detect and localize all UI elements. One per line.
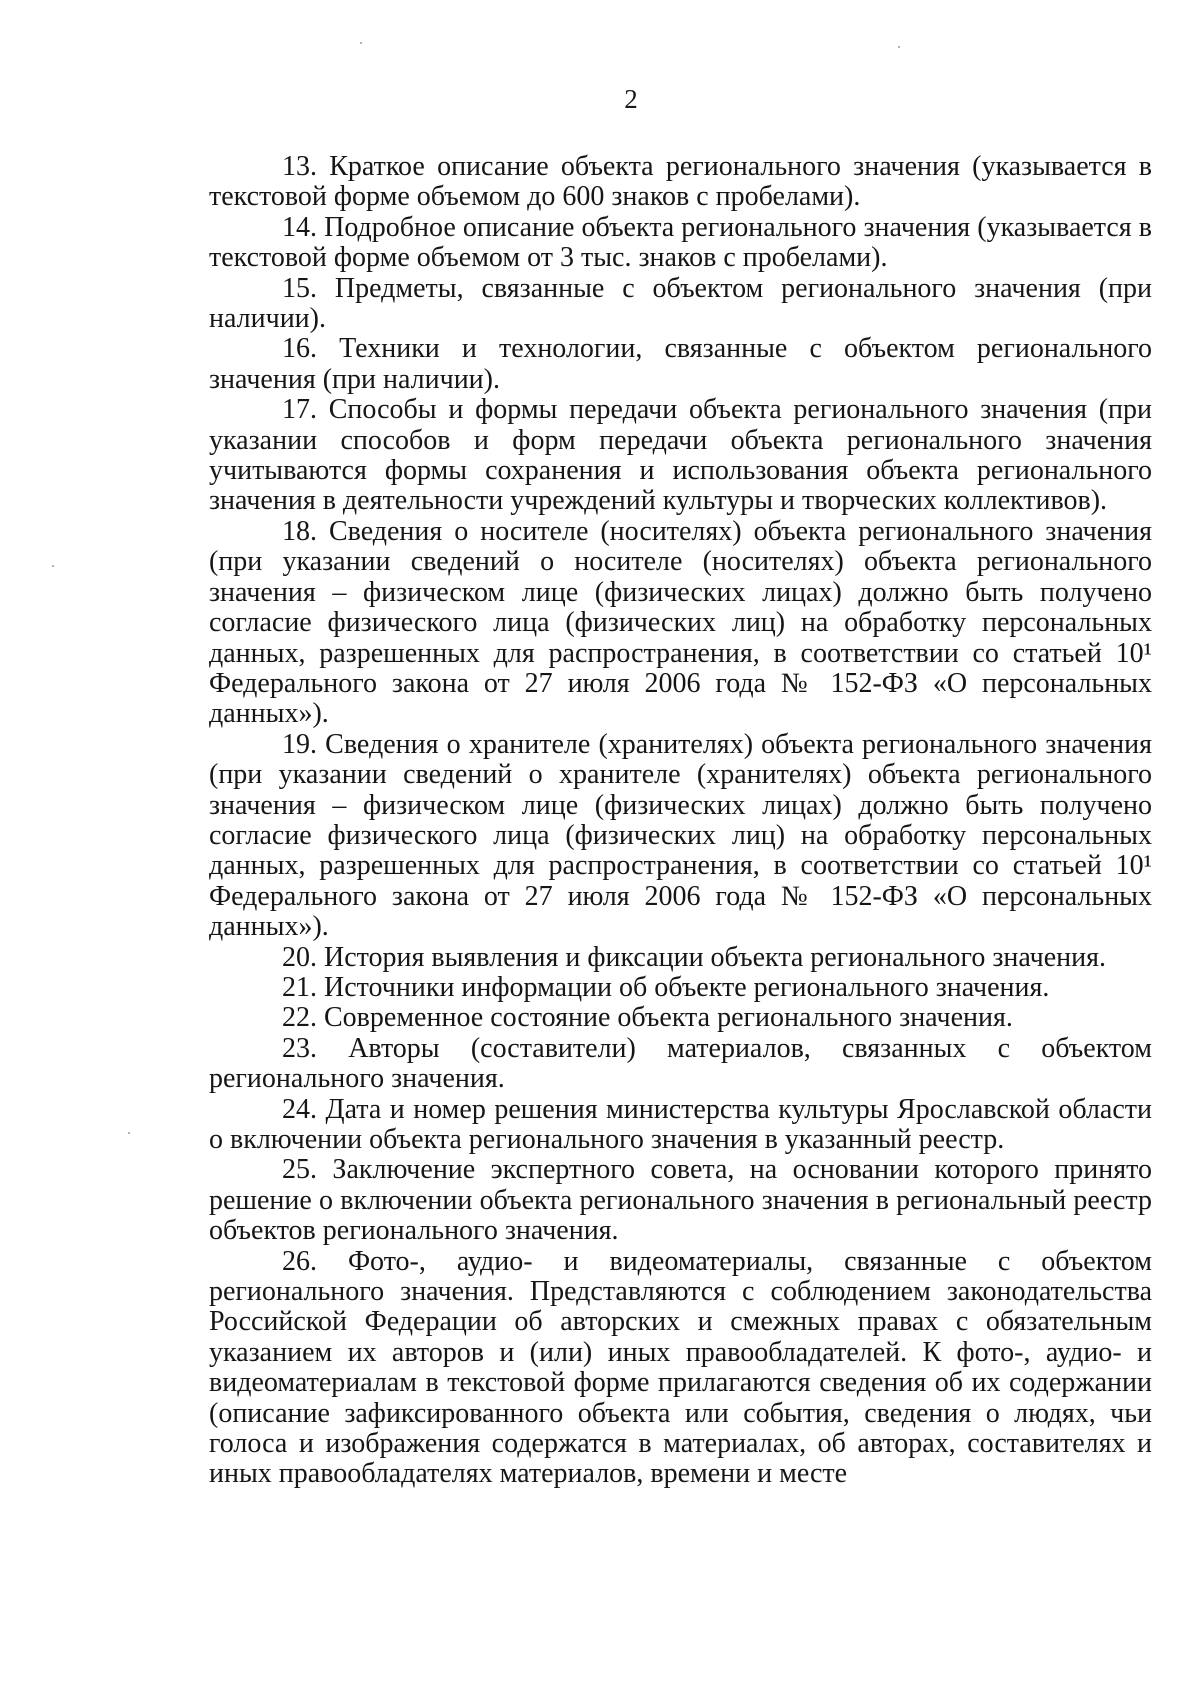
paragraph-18: 18. Сведения о носителе (носителях) объекта регионального значения (при указании сведений о носителе (носителях) объекта регионального значения – физическом лице (физических лицах) должно быть получено согласие физического лица (физических лиц) на обработку персональных данных, разрешенных для распространения, в соответствии со статьей 10¹ Федерального закона от 27 июля 2006 года № 152-ФЗ «О персональных данных»). bbox=[209, 515, 1152, 730]
paragraph-17: 17. Способы и формы передачи объекта регионального значения (при указании способов и форм передачи объекта регионального значения учитываются формы сохранения и использования объекта регионального значения в деятельности учреждений культуры и творческих коллективов). bbox=[209, 394, 1152, 517]
paragraph-16: 16. Техники и технологии, связанные с объектом регионального значения (при наличии). bbox=[209, 333, 1152, 395]
paragraph-22: 22. Современное состояние объекта регионального значения. bbox=[282, 1002, 1013, 1034]
paragraph-23: 23. Авторы (составители) материалов, связанных с объектом регионального значения. bbox=[209, 1032, 1152, 1095]
paragraph-21: 21. Источники информации об объекте регионального значения. bbox=[282, 971, 1050, 1003]
paragraph-15: 15. Предметы, связанные с объектом регионального значения (при наличии). bbox=[209, 272, 1152, 335]
paragraph-13: 13. Краткое описание объекта регионального значения (указывается в текстовой форме объемом до 600 знаков с пробелами). bbox=[209, 151, 1152, 213]
scan-speck bbox=[898, 46, 900, 48]
document-body bbox=[209, 152, 1152, 1490]
scan-speck bbox=[52, 565, 54, 567]
paragraph-20: 20. История выявления и фиксации объекта регионального значения. bbox=[282, 941, 1107, 973]
page-number: 2 bbox=[624, 84, 638, 114]
paragraph-14: 14. Подробное описание объекта регионального значения (указывается в текстовой форме объемом от 3 тыс. знаков с пробелами). bbox=[209, 211, 1152, 274]
paragraph-19: 19. Сведения о хранителе (хранителях) объекта регионального значения (при указании сведений о хранителе (хранителях) объекта регионального значения – физическом лице (физических лицах) должно быть получено согласие физического лица (физических лиц) на обработку персональных данных, разрешенных для распространения, в соответствии со статьей 10¹ Федерального закона от 27 июля 2006 года № 152-ФЗ «О персональных данных»). bbox=[209, 728, 1152, 943]
scan-speck bbox=[128, 1132, 130, 1134]
scan-speck bbox=[360, 42, 362, 44]
paragraph-24: 24. Дата и номер решения министерства культуры Ярославской области о включении объекта регионального значения в указанный реестр. bbox=[209, 1093, 1152, 1155]
paragraph-26: 26. Фото-, аудио- и видеоматериалы, связанные с объектом регионального значения. Представляются с соблюдением законодательства Российской Федерации об авторских и смежных правах с обязательным указанием их авторов и (или) иных правообладателей. К фото-, аудио- и видеоматериалам в текстовой форме прилагаются сведения об их содержании (описание зафиксированного объекта или события, сведения о людях, чьи голоса и изображения содержатся в материалах, об авторах, составителях и иных правообладателях материалов, времени и месте bbox=[209, 1245, 1152, 1490]
paragraph-25: 25. Заключение экспертного совета, на основании которого принято решение о включении объекта регионального значения в региональный реестр объектов регионального значения. bbox=[209, 1154, 1152, 1247]
